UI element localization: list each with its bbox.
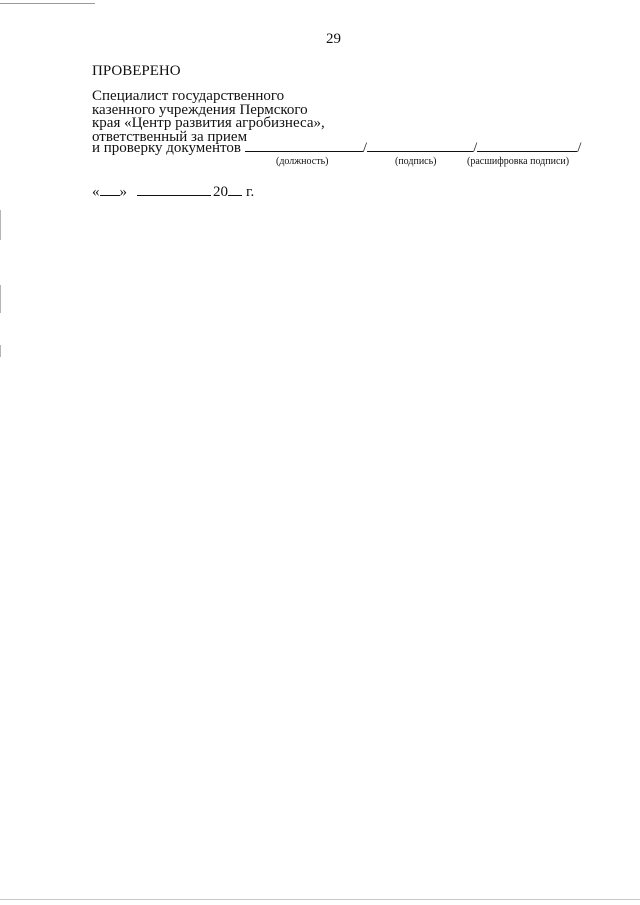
scan-artifact-left-3	[0, 345, 1, 357]
day-blank[interactable]	[100, 183, 120, 196]
signature-row	[92, 139, 581, 155]
page-number: 29	[326, 31, 341, 47]
scan-artifact-top	[0, 3, 95, 4]
specialist-line-1: Специалист государственного	[92, 88, 285, 104]
position-blank[interactable]	[245, 139, 363, 152]
signature-row-label: и проверку документов	[92, 140, 241, 156]
date-close-quote: »	[119, 184, 127, 200]
year-suffix: г.	[246, 184, 255, 200]
slash-1: /	[362, 140, 368, 156]
caption-position: (должность)	[276, 156, 329, 167]
date-open-quote: «	[92, 184, 100, 200]
specialist-line-2: казенного учреждения Пермского	[92, 101, 308, 118]
signature-blank[interactable]	[367, 139, 473, 152]
date-row	[92, 183, 254, 200]
specialist-line-3: края «Центр развития агробизнеса»,	[92, 115, 325, 132]
year-blank[interactable]	[228, 183, 242, 196]
specialist-line-4: ответственный за прием	[92, 128, 248, 145]
caption-signature: (подпись)	[395, 156, 437, 167]
decoding-blank[interactable]	[477, 139, 577, 152]
slash-3: /	[577, 140, 582, 156]
slash-2: /	[473, 140, 478, 156]
scan-artifact-left-1	[0, 210, 1, 240]
scan-artifact-bottom	[0, 899, 640, 900]
year-prefix: 20	[213, 184, 228, 200]
scan-artifact-left-2	[0, 285, 1, 313]
specialist-description	[92, 90, 325, 144]
caption-decoding: (расшифровка подписи)	[467, 156, 570, 167]
month-blank[interactable]	[137, 183, 211, 196]
document-title: ПРОВЕРЕНО	[92, 63, 181, 79]
